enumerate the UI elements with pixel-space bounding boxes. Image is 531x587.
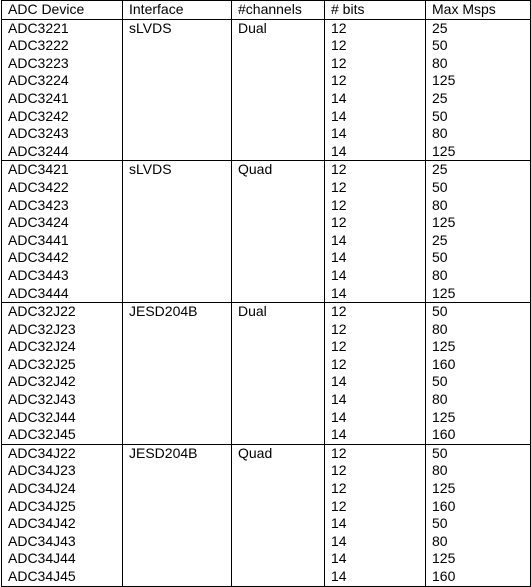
bits-cell: 14 [325,426,426,444]
max-msps-cell: 80 [426,321,531,339]
max-msps-cell: 125 [426,285,531,303]
channels-cell: Dual [232,303,325,321]
channels-cell [232,179,325,197]
interface-cell [123,498,232,516]
channels-cell [232,214,325,232]
bits-cell: 12 [325,480,426,498]
max-msps-cell: 80 [426,55,531,73]
max-msps-cell: 160 [426,426,531,444]
device-cell: ADC3441 [2,232,123,250]
channels-cell: Dual [232,19,325,37]
device-cell: ADC32J45 [2,426,123,444]
device-cell: ADC34J25 [2,498,123,516]
table-row [2,232,531,250]
interface-cell [123,338,232,356]
table-row [2,462,531,480]
interface-cell [123,409,232,427]
channels-cell [232,515,325,533]
interface-cell [123,391,232,409]
bits-cell: 12 [325,179,426,197]
interface-cell [123,568,232,586]
max-msps-cell: 125 [426,338,531,356]
table-row [2,338,531,356]
table-row [2,444,531,462]
bits-cell: 14 [325,373,426,391]
interface-cell [123,214,232,232]
max-msps-cell: 80 [426,267,531,285]
table-row [2,533,531,551]
bits-cell: 12 [325,356,426,374]
device-cell: ADC34J23 [2,462,123,480]
device-cell: ADC3421 [2,161,123,179]
interface-cell [123,550,232,568]
bits-cell: 12 [325,55,426,73]
table-row [2,321,531,339]
table-header [2,1,531,20]
table-row [2,356,531,374]
interface-cell [123,55,232,73]
interface-cell [123,480,232,498]
table-row [2,179,531,197]
channels-cell [232,72,325,90]
table-row [2,391,531,409]
table-row [2,125,531,143]
table-row [2,197,531,215]
table-row [2,161,531,179]
interface-cell [123,179,232,197]
table-row [2,214,531,232]
header-interface: Interface [123,1,232,20]
bits-cell: 14 [325,533,426,551]
device-cell: ADC32J25 [2,356,123,374]
interface-cell [123,515,232,533]
device-cell: ADC34J44 [2,550,123,568]
channels-cell [232,462,325,480]
max-msps-cell: 80 [426,391,531,409]
table-row [2,19,531,37]
channels-cell [232,90,325,108]
interface-cell: JESD204B [123,303,232,321]
adc-device-table [1,0,531,587]
max-msps-cell: 160 [426,568,531,586]
interface-cell [123,533,232,551]
bits-cell: 14 [325,232,426,250]
channels-cell [232,267,325,285]
header-row [2,1,531,20]
device-cell: ADC32J23 [2,321,123,339]
table-row [2,90,531,108]
channels-cell [232,498,325,516]
interface-cell [123,143,232,161]
max-msps-cell: 25 [426,90,531,108]
device-cell: ADC34J45 [2,568,123,586]
max-msps-cell: 80 [426,125,531,143]
channels-cell [232,197,325,215]
bits-cell: 14 [325,267,426,285]
channels-cell [232,143,325,161]
device-cell: ADC32J22 [2,303,123,321]
table-row [2,55,531,73]
table-row [2,480,531,498]
header-channels: #channels [232,1,325,20]
max-msps-cell: 25 [426,161,531,179]
channels-cell [232,232,325,250]
max-msps-cell: 50 [426,37,531,55]
device-cell: ADC3222 [2,37,123,55]
bits-cell: 14 [325,391,426,409]
max-msps-cell: 50 [426,179,531,197]
bits-cell: 12 [325,19,426,37]
bits-cell: 12 [325,161,426,179]
interface-cell: sLVDS [123,161,232,179]
interface-cell [123,108,232,126]
header-adc-device: ADC Device [2,1,123,20]
channels-cell [232,426,325,444]
interface-cell [123,37,232,55]
table-row [2,498,531,516]
device-cell: ADC3424 [2,214,123,232]
table-row [2,568,531,586]
channels-cell [232,533,325,551]
device-cell: ADC32J42 [2,373,123,391]
max-msps-cell: 50 [426,515,531,533]
channels-cell [232,55,325,73]
max-msps-cell: 50 [426,444,531,462]
device-cell: ADC3243 [2,125,123,143]
device-cell: ADC34J24 [2,480,123,498]
max-msps-cell: 25 [426,19,531,37]
channels-cell [232,409,325,427]
channels-cell [232,480,325,498]
channels-cell [232,550,325,568]
header-bits: # bits [325,1,426,20]
device-cell: ADC32J43 [2,391,123,409]
max-msps-cell: 80 [426,533,531,551]
max-msps-cell: 50 [426,108,531,126]
interface-cell [123,197,232,215]
channels-cell [232,568,325,586]
bits-cell: 14 [325,143,426,161]
channels-cell: Quad [232,161,325,179]
bits-cell: 14 [325,409,426,427]
device-cell: ADC3444 [2,285,123,303]
channels-cell [232,356,325,374]
device-cell: ADC34J43 [2,533,123,551]
interface-cell [123,232,232,250]
bits-cell: 12 [325,462,426,480]
device-cell: ADC3241 [2,90,123,108]
bits-cell: 14 [325,285,426,303]
bits-cell: 12 [325,214,426,232]
device-cell: ADC3244 [2,143,123,161]
interface-cell [123,426,232,444]
interface-cell [123,373,232,391]
bits-cell: 12 [325,72,426,90]
max-msps-cell: 80 [426,197,531,215]
bits-cell: 12 [325,321,426,339]
table-row [2,72,531,90]
device-cell: ADC3221 [2,19,123,37]
interface-cell [123,285,232,303]
table-row [2,143,531,161]
device-cell: ADC3422 [2,179,123,197]
device-cell: ADC32J24 [2,338,123,356]
channels-cell [232,125,325,143]
max-msps-cell: 50 [426,303,531,321]
device-cell: ADC32J44 [2,409,123,427]
interface-cell [123,90,232,108]
channels-cell [232,321,325,339]
max-msps-cell: 80 [426,462,531,480]
table-row [2,426,531,444]
table-row [2,108,531,126]
max-msps-cell: 125 [426,214,531,232]
max-msps-cell: 125 [426,409,531,427]
bits-cell: 12 [325,197,426,215]
device-cell: ADC3242 [2,108,123,126]
bits-cell: 14 [325,90,426,108]
max-msps-cell: 25 [426,232,531,250]
bits-cell: 12 [325,37,426,55]
device-cell: ADC3224 [2,72,123,90]
table-row [2,249,531,267]
bits-cell: 14 [325,550,426,568]
interface-cell [123,321,232,339]
table-row [2,409,531,427]
max-msps-cell: 160 [426,498,531,516]
bits-cell: 12 [325,338,426,356]
table-row [2,285,531,303]
bits-cell: 12 [325,444,426,462]
interface-cell [123,462,232,480]
channels-cell [232,285,325,303]
device-cell: ADC3223 [2,55,123,73]
channels-cell [232,338,325,356]
bits-cell: 14 [325,108,426,126]
interface-cell [123,249,232,267]
table-row [2,373,531,391]
channels-cell [232,108,325,126]
channels-cell [232,373,325,391]
max-msps-cell: 125 [426,550,531,568]
bits-cell: 12 [325,498,426,516]
table-row [2,37,531,55]
bits-cell: 14 [325,515,426,533]
max-msps-cell: 160 [426,356,531,374]
channels-cell [232,391,325,409]
channels-cell [232,37,325,55]
device-cell: ADC34J22 [2,444,123,462]
device-cell: ADC3442 [2,249,123,267]
interface-cell: JESD204B [123,444,232,462]
max-msps-cell: 125 [426,143,531,161]
table-row [2,303,531,321]
interface-cell [123,267,232,285]
table-row [2,267,531,285]
interface-cell [123,356,232,374]
bits-cell: 14 [325,125,426,143]
bits-cell: 14 [325,568,426,586]
interface-cell: sLVDS [123,19,232,37]
channels-cell [232,249,325,267]
device-cell: ADC3443 [2,267,123,285]
table-row [2,515,531,533]
table-row [2,550,531,568]
table-body [2,19,531,586]
max-msps-cell: 125 [426,72,531,90]
max-msps-cell: 50 [426,373,531,391]
device-cell: ADC3423 [2,197,123,215]
bits-cell: 14 [325,249,426,267]
header-max-msps: Max Msps [426,1,531,20]
interface-cell [123,72,232,90]
bits-cell: 12 [325,303,426,321]
max-msps-cell: 50 [426,249,531,267]
interface-cell [123,125,232,143]
device-cell: ADC34J42 [2,515,123,533]
channels-cell: Quad [232,444,325,462]
max-msps-cell: 125 [426,480,531,498]
